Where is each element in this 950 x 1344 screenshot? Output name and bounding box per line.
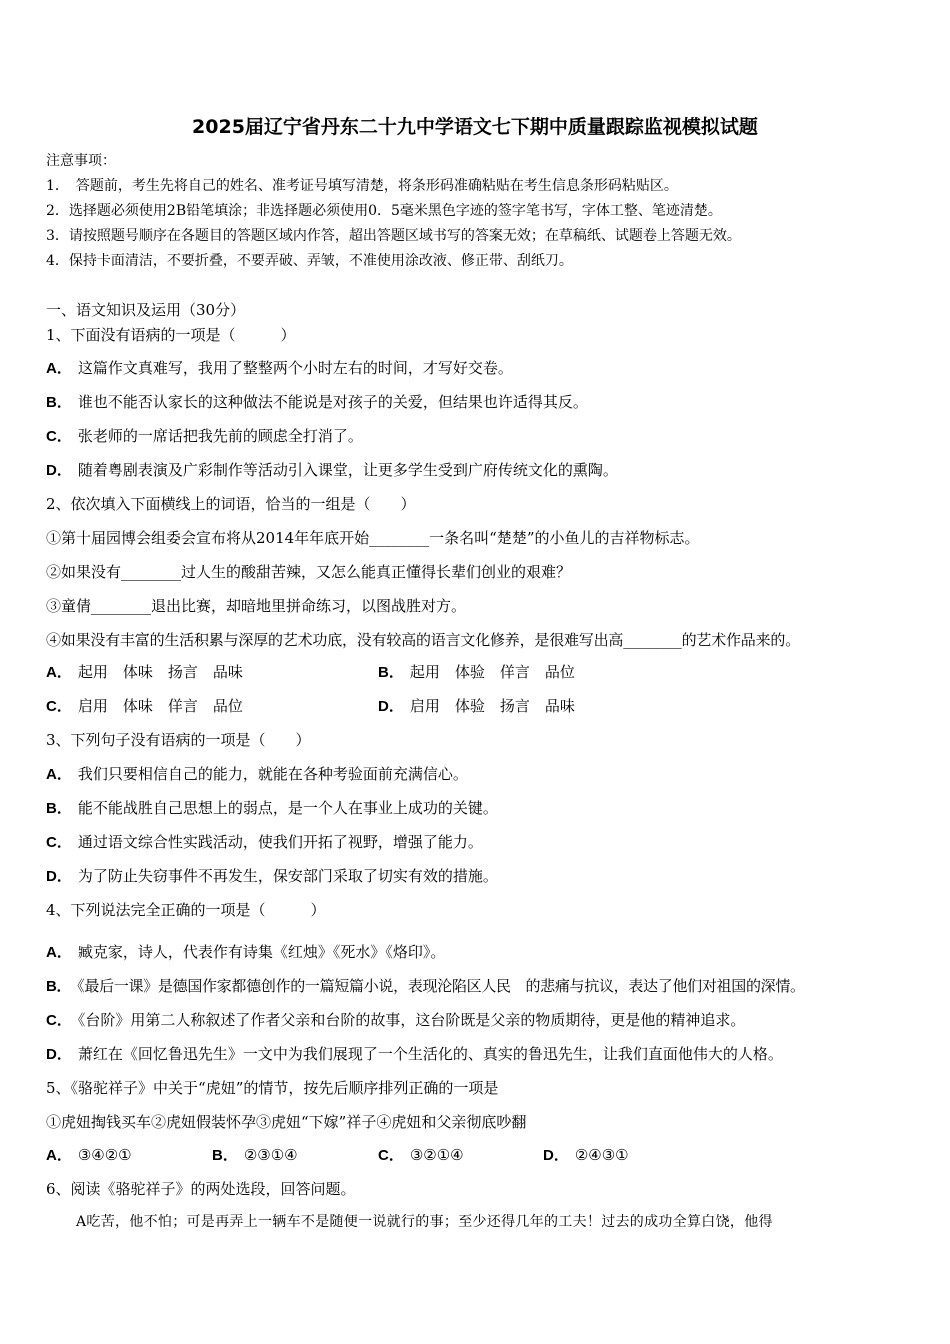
fill-item: ③童倩________退出比赛，却暗地里拼命练习，以图战胜对方。 bbox=[46, 597, 467, 615]
fill-item: ①第十届园博会组委会宣布将从2014年年底开始________一条名叫“楚楚”的小鱼儿的吉祥物标志。 bbox=[46, 529, 700, 547]
option-c: C． ③②①④ bbox=[378, 1146, 464, 1164]
notice-item: 2．选择题必须使用2B铅笔填涂；非选择题必须使用0．5毫米黑色字迹的签字笔书写，字体工整、笔迹清楚。 bbox=[46, 203, 722, 219]
option-c: C． 《台阶》用第二人称叙述了作者父亲和台阶的故事，这台阶既是父亲的物质期待，更是他的精神追求。 bbox=[46, 1011, 746, 1029]
option-a: A． 这篇作文真难写，我用了整整两个小时左右的时间，才写好交卷。 bbox=[46, 359, 513, 377]
event-list: ①虎妞掏钱买车②虎妞假装怀孕③虎妞“下嫁”祥子④虎妞和父亲彻底吵翻 bbox=[46, 1113, 527, 1131]
option-c: C． 张老师的一席话把我先前的顾虑全打消了。 bbox=[46, 427, 363, 445]
notice-heading: 注意事项： bbox=[46, 153, 116, 169]
question-stem: 5、《骆驼祥子》中关于“虎妞”的情节，按先后顺序排列正确的一项是 bbox=[46, 1079, 499, 1097]
question-stem: 4、下列说法完全正确的一项是（ ） bbox=[46, 901, 326, 919]
reading-passage: A吃苦，他不怕；可是再弄上一辆车不是随便一说就行的事；至少还得几年的工夫！过去的成功全算白饶，他得 bbox=[76, 1214, 773, 1230]
option-a: A． 起用 体味 扬言 品味 bbox=[46, 663, 243, 681]
notice-item: 4．保持卡面清洁，不要折叠，不要弄破、弄皱，不准使用涂改液、修正带、刮纸刀。 bbox=[46, 253, 573, 269]
option-d: D． 启用 体验 扬言 品味 bbox=[378, 697, 575, 715]
fill-item: ④如果没有丰富的生活积累与深厚的艺术功底，没有较高的语言文化修养，是很难写出高________的艺术作品来的。 bbox=[46, 631, 801, 649]
option-d: D． 为了防止失窃事件不再发生，保安部门采取了切实有效的措施。 bbox=[46, 867, 498, 885]
option-b: B． 《最后一课》是德国作家都德创作的一篇短篇小说，表现沦陷区人民 的悲痛与抗议，表达了他们对祖国的深情。 bbox=[46, 977, 805, 995]
option-a: A． 臧克家，诗人，代表作有诗集《红烛》《死水》《烙印》。 bbox=[46, 943, 446, 961]
option-b: B． 起用 体验 佯言 品位 bbox=[378, 663, 575, 681]
option-d: D． ②④③① bbox=[543, 1146, 629, 1164]
option-b: B． 谁也不能否认家长的这种做法不能说是对孩子的关爱，但结果也许适得其反。 bbox=[46, 393, 588, 411]
fill-item: ②如果没有________过人生的酸甜苦辣，又怎么能真正懂得长辈们创业的艰难？ bbox=[46, 563, 572, 581]
question-stem: 2、依次填入下面横线上的词语，恰当的一组是（ ） bbox=[46, 495, 416, 513]
notice-item: 1． 答题前，考生先将自己的姓名、准考证号填写清楚，将条形码准确粘贴在考生信息条形码粘贴区。 bbox=[46, 178, 678, 194]
option-d: D． 随着粤剧表演及广彩制作等活动引入课堂，让更多学生受到广府传统文化的熏陶。 bbox=[46, 461, 618, 479]
question-stem: 6、阅读《骆驼祥子》的两处选段，回答问题。 bbox=[46, 1180, 356, 1198]
option-b: B． 能不能战胜自己思想上的弱点，是一个人在事业上成功的关键。 bbox=[46, 799, 498, 817]
option-a: A． ③④②① bbox=[46, 1146, 132, 1164]
option-c: C． 启用 体味 佯言 品位 bbox=[46, 697, 243, 715]
option-c: C． 通过语文综合性实践活动，使我们开拓了视野，增强了能力。 bbox=[46, 833, 483, 851]
question-stem: 1、下面没有语病的一项是（ ） bbox=[46, 326, 296, 344]
notice-item: 3．请按照题号顺序在各题目的答题区域内作答，超出答题区域书写的答案无效；在草稿纸、试题卷上答题无效。 bbox=[46, 228, 741, 244]
option-d: D． 萧红在《回忆鲁迅先生》一文中为我们展现了一个生活化的、真实的鲁迅先生，让我们直面他伟大的人格。 bbox=[46, 1045, 783, 1063]
page-title: 2025届辽宁省丹东二十九中学语文七下期中质量跟踪监视模拟试题 bbox=[192, 116, 758, 138]
option-b: B． ②③①④ bbox=[212, 1146, 298, 1164]
option-a: A． 我们只要相信自己的能力，就能在各种考验面前充满信心。 bbox=[46, 765, 468, 783]
question-stem: 3、下列句子没有语病的一项是（ ） bbox=[46, 731, 311, 749]
section-heading: 一、语文知识及运用（30分） bbox=[46, 301, 246, 319]
